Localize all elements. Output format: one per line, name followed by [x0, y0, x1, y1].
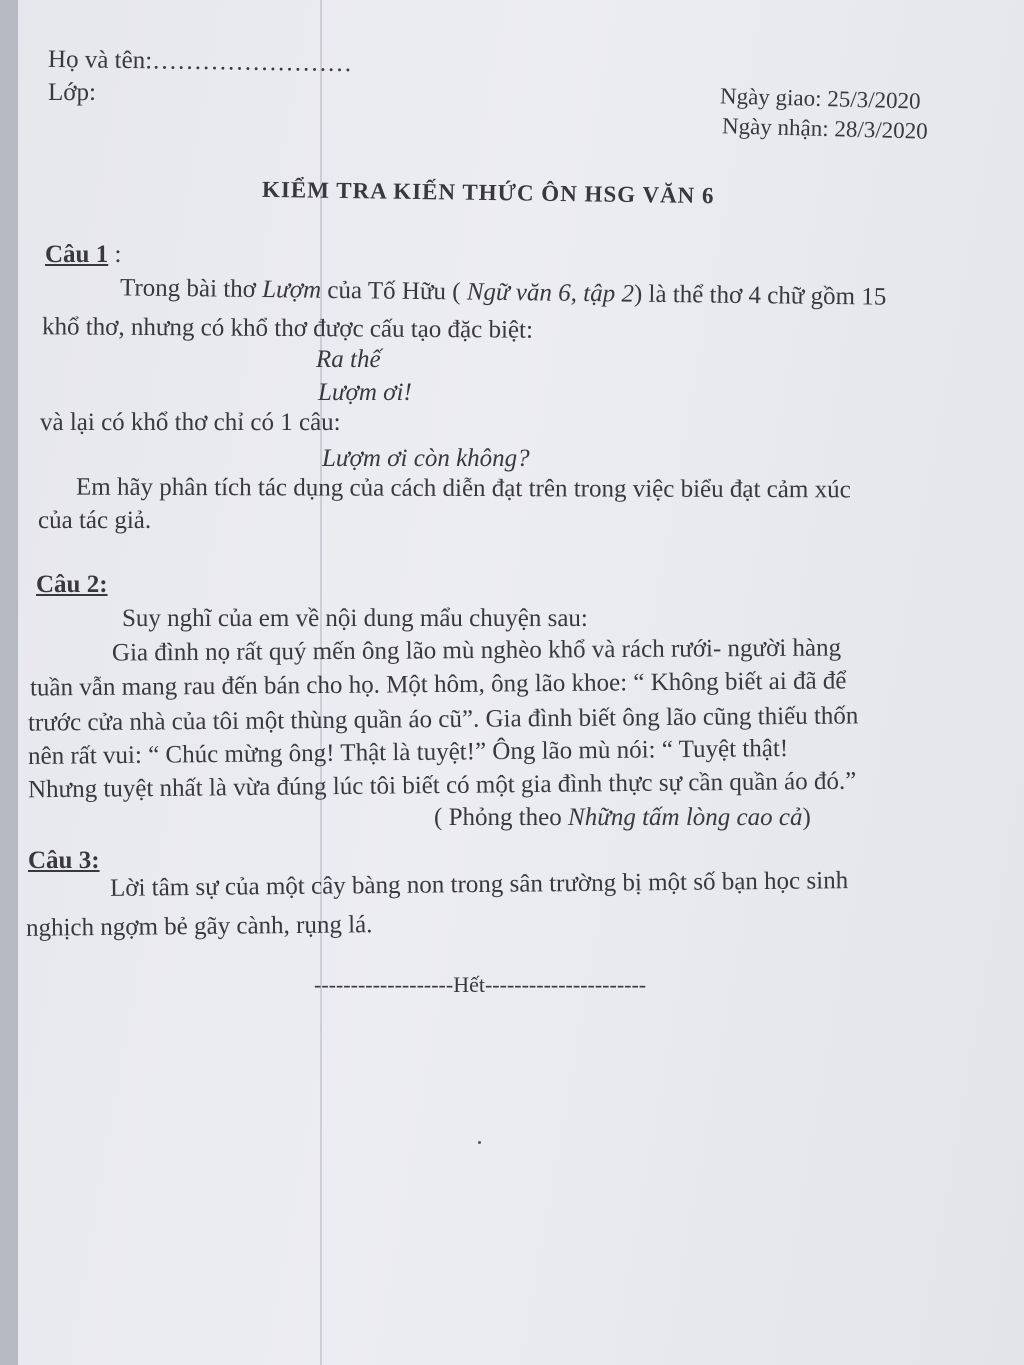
source-book-title: Những tấm lòng cao cả	[568, 804, 803, 831]
q2-line-6: Nhưng tuyệt nhất là vừa đúng lúc tôi biết có một gia đình thực sự cần quần áo đó.”	[27, 767, 857, 804]
poem-title: Lượm	[262, 276, 322, 304]
q1-heading-colon: :	[108, 241, 122, 268]
q3-line-1: Lời tâm sự của một cây bàng non trong sân trường bị một số bạn học sinh	[109, 867, 849, 902]
source-prefix: ( Phỏng theo	[434, 804, 569, 831]
q3-heading: Câu 3:	[28, 847, 100, 874]
verse-line-3: Lượm ơi còn không?	[322, 445, 530, 472]
verse-line-1: Ra thế	[316, 346, 381, 373]
page-title: KIỂM TRA KIẾN THỨC ÔN HSG VĂN 6	[261, 176, 715, 209]
textbook-ref: Ngữ văn 6, tập 2	[466, 278, 635, 308]
name-label: Họ và tên:	[47, 45, 153, 75]
q1-line-2: khổ thơ, nhưng có khổ thơ được cấu tạo đặc biệt:	[41, 313, 534, 344]
q1-heading-text: Câu 1	[45, 241, 109, 268]
end-marker: -------------------Hết----------------------	[314, 972, 647, 997]
paper-shadow-edge	[0, 0, 18, 1365]
name-line	[48, 45, 353, 79]
ink-speck	[478, 1141, 481, 1144]
q2-line-3: tuần vẫn mang rau đến bán cho họ. Một hôm, ông lão khoe: “ Không biết ai đã để	[29, 667, 847, 702]
story-source	[434, 803, 811, 833]
q1-line-4: Em hãy phân tích tác dụng của cách diễn đạt trên trong việc biểu đạt cảm xúc	[75, 473, 851, 504]
q1-line-5: của tác giả.	[38, 507, 152, 534]
date-assigned: Ngày giao: 25/3/2020	[719, 83, 921, 114]
q2-heading: Câu 2:	[36, 571, 108, 598]
q2-line-4: trước cửa nhà của tôi một thùng quần áo cũ”. Gia đình biết ông lão cũng thiếu thốn	[27, 702, 859, 737]
q1-heading	[45, 240, 121, 270]
q2-line-2: Gia đình nọ rất quý mến ông lão mù nghèo khổ và rách rưới- người hàng	[111, 634, 842, 667]
class-label: Lớp:	[48, 79, 96, 106]
q3-line-2: nghịch ngợm bẻ gãy cành, rụng lá.	[25, 911, 373, 942]
q2-line-1: Suy nghĩ của em về nội dung mẩu chuyện sau:	[122, 605, 588, 632]
date-received: Ngày nhận: 28/3/2020	[721, 113, 929, 144]
q1-line-1	[120, 273, 887, 312]
q1-line-3: và lại có khổ thơ chỉ có 1 câu:	[40, 409, 341, 436]
q1-text-e: ) là thể thơ 4 chữ gồm 15	[633, 280, 887, 311]
q1-text-c: của Tố Hữu (	[320, 276, 468, 306]
name-dots: ……………………	[151, 47, 353, 78]
source-suffix: )	[802, 804, 811, 831]
q1-text-a: Trong bài thơ	[119, 274, 263, 304]
verse-line-2: Lượm ơi!	[318, 379, 412, 406]
q2-line-5: nên rất vui: “ Chúc mừng ông! Thật là tuyệt!” Ông lão mù nói: “ Tuyệt thật!	[27, 735, 789, 770]
